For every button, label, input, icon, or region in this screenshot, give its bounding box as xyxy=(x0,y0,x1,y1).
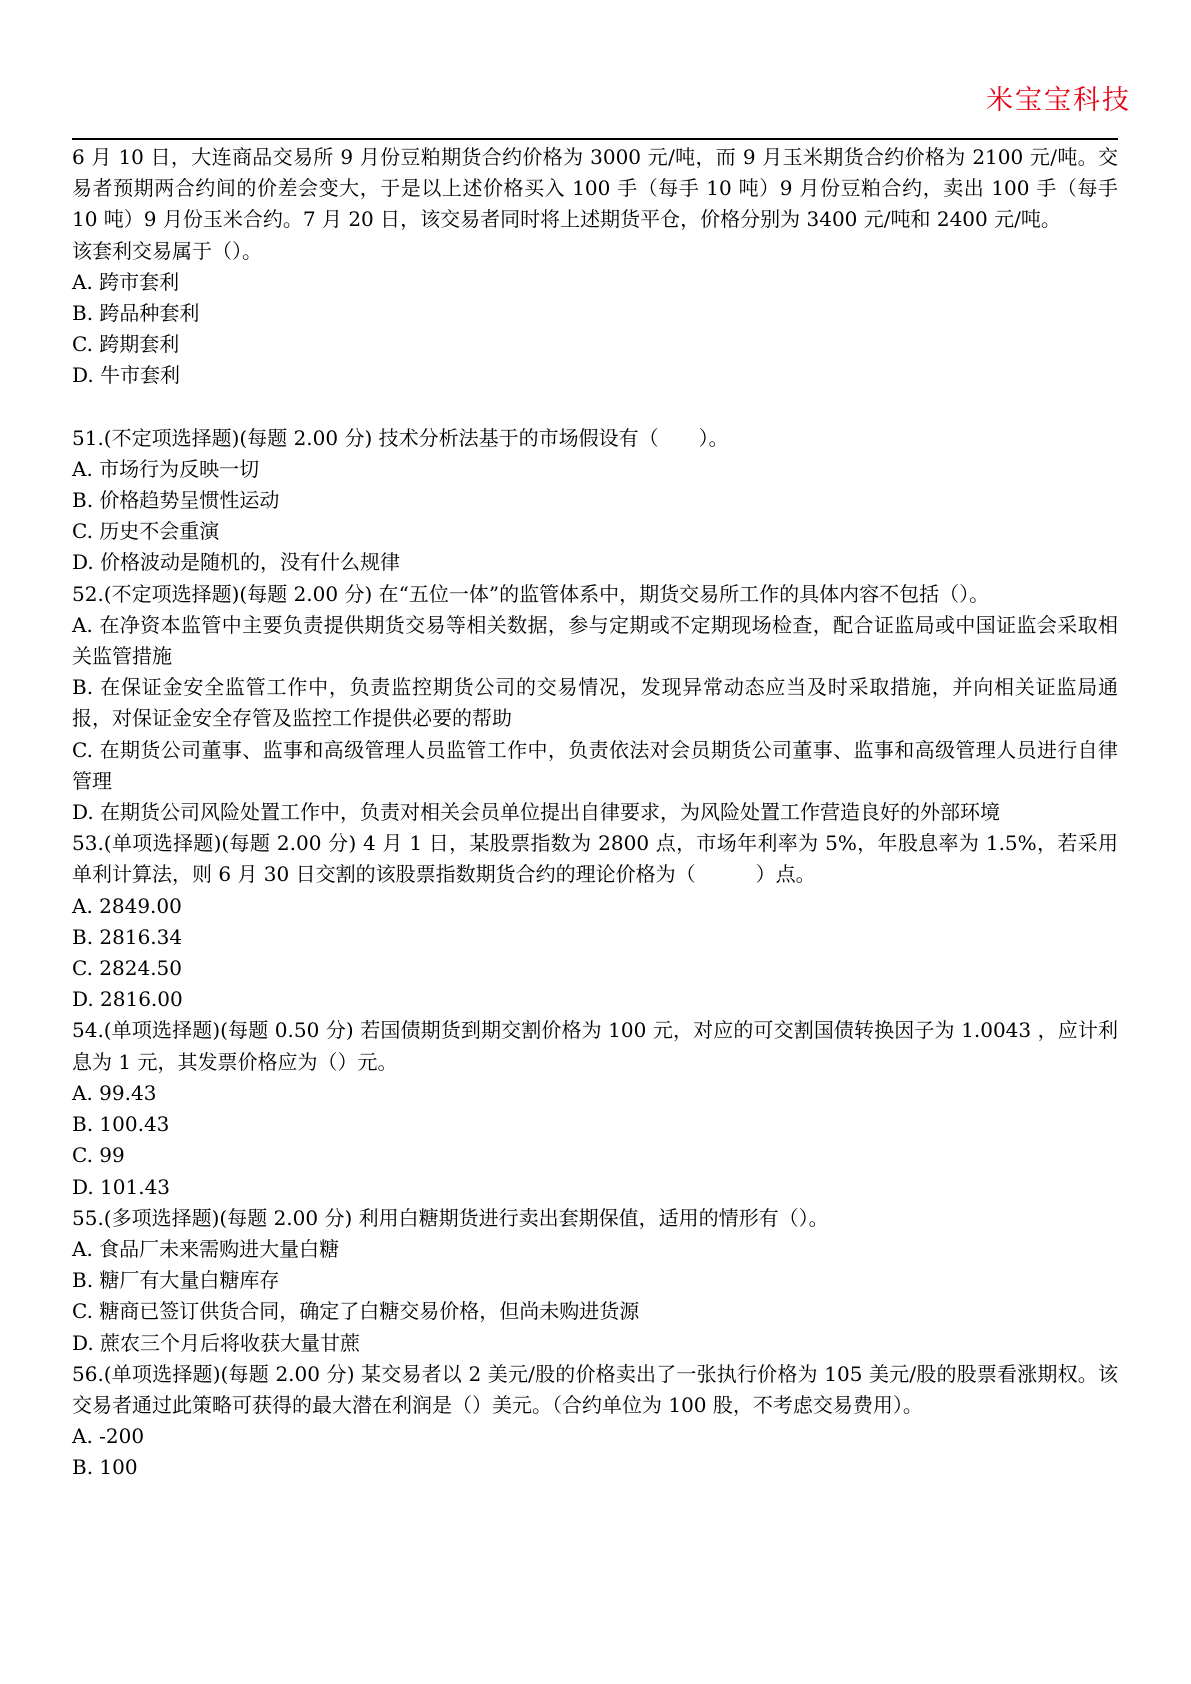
answer-option: B. 价格趋势呈惯性运动 xyxy=(72,488,280,513)
answer-option: B. 100.43 xyxy=(72,1112,170,1137)
answer-option: C. 在期货公司董事、监事和高级管理人员监管工作中，负责依法对会员期货公司董事、监事和高级管理人员进行自律管理 xyxy=(72,737,1118,793)
answer-option: B. 糖厂有大量白糖库存 xyxy=(72,1268,280,1293)
answer-option: D. 2816.00 xyxy=(72,987,183,1012)
answer-option: A. 市场行为反映一切 xyxy=(72,456,260,481)
answer-option: A. 跨市套利 xyxy=(72,269,180,294)
brand-logo-text: 米宝宝科技 xyxy=(986,85,1131,116)
answer-option: B. 跨品种套利 xyxy=(72,301,200,326)
paragraph: 该套利交易属于（）。 xyxy=(72,238,262,263)
answer-option: B. 2816.34 xyxy=(72,924,183,949)
question-stem: 56.(单项选择题)(每题 2.00 分) 某交易者以 2 美元/股的价格卖出了一张执行价格为 105 美元/股的股票看涨期权。该交易者通过此策略可获得的最大潜在利润是（）美元。（合约单位为 100 股，不考虑交易费用）。 xyxy=(72,1361,1118,1417)
document-body xyxy=(72,142,1118,1484)
question-stem: 51.(不定项选择题)(每题 2.00 分) 技术分析法基于的市场假设有（ ）。 xyxy=(72,425,729,450)
answer-option: A. 99.43 xyxy=(72,1080,157,1105)
blank-line xyxy=(72,392,1118,423)
question-stem: 52.(不定项选择题)(每题 2.00 分) 在“五位一体”的监管体系中，期货交易所工作的具体内容不包括（）。 xyxy=(72,581,990,606)
answer-option: B. 100 xyxy=(72,1455,138,1480)
answer-option: C. 跨期套利 xyxy=(72,332,180,357)
answer-option: C. 99 xyxy=(72,1143,125,1168)
answer-option: D. 在期货公司风险处置工作中，负责对相关会员单位提出自律要求，为风险处置工作营造良好的外部环境 xyxy=(72,800,1001,825)
answer-option: D. 101.43 xyxy=(72,1174,171,1199)
answer-option: A. 食品厂未来需购进大量白糖 xyxy=(72,1236,340,1261)
answer-option: A. 在净资本监管中主要负责提供期货交易等相关数据，参与定期或不定期现场检查，配合证监局或中国证监会采取相关监管措施 xyxy=(72,612,1118,669)
answer-option: A. -200 xyxy=(72,1424,145,1449)
paragraph: 6 月 10 日，大连商品交易所 9 月份豆粕期货合约价格为 3000 元/吨，而 9 月玉米期货合约价格为 2100 元/吨。交易者预期两合约间的价差会变大，于是以上述价格买入 100 手（每手 10 吨）9 月份豆粕合约，卖出 100 手（每手 10 吨）9 月份玉米合约。7 月 20 日，该交易者同时将上述期货平仓，价格分别为 3400 元/吨和 2400 元/吨。 xyxy=(72,145,1118,232)
header-rule xyxy=(72,138,1118,140)
answer-option: C. 2824.50 xyxy=(72,956,183,981)
answer-option: D. 价格波动是随机的，没有什么规律 xyxy=(72,550,401,575)
answer-option: C. 历史不会重演 xyxy=(72,519,220,544)
answer-option: D. 牛市套利 xyxy=(72,363,181,388)
answer-option: A. 2849.00 xyxy=(72,893,182,918)
question-stem: 55.(多项选择题)(每题 2.00 分) 利用白糖期货进行卖出套期保值，适用的情形有（）。 xyxy=(72,1205,829,1230)
question-stem: 53.(单项选择题)(每题 2.00 分) 4 月 1 日，某股票指数为 2800 点，市场年利率为 5%，年股息率为 1.5%，若采用单利计算法，则 6 月 30 日交割的该股票指数期货合约的理论价格为（ ）点。 xyxy=(72,831,1118,887)
answer-option: D. 蔗农三个月后将收获大量甘蔗 xyxy=(72,1330,361,1355)
answer-option: C. 糖商已签订供货合同，确定了白糖交易价格，但尚未购进货源 xyxy=(72,1299,640,1324)
answer-option: B. 在保证金安全监管工作中，负责监控期货公司的交易情况，发现异常动态应当及时采取措施，并向相关证监局通报，对保证金安全存管及监控工作提供必要的帮助 xyxy=(72,675,1118,731)
question-stem: 54.(单项选择题)(每题 0.50 分) 若国债期货到期交割价格为 100 元，对应的可交割国债转换因子为 1.0043 ，应计利息为 1 元，其发票价格应为（）元。 xyxy=(72,1018,1118,1074)
